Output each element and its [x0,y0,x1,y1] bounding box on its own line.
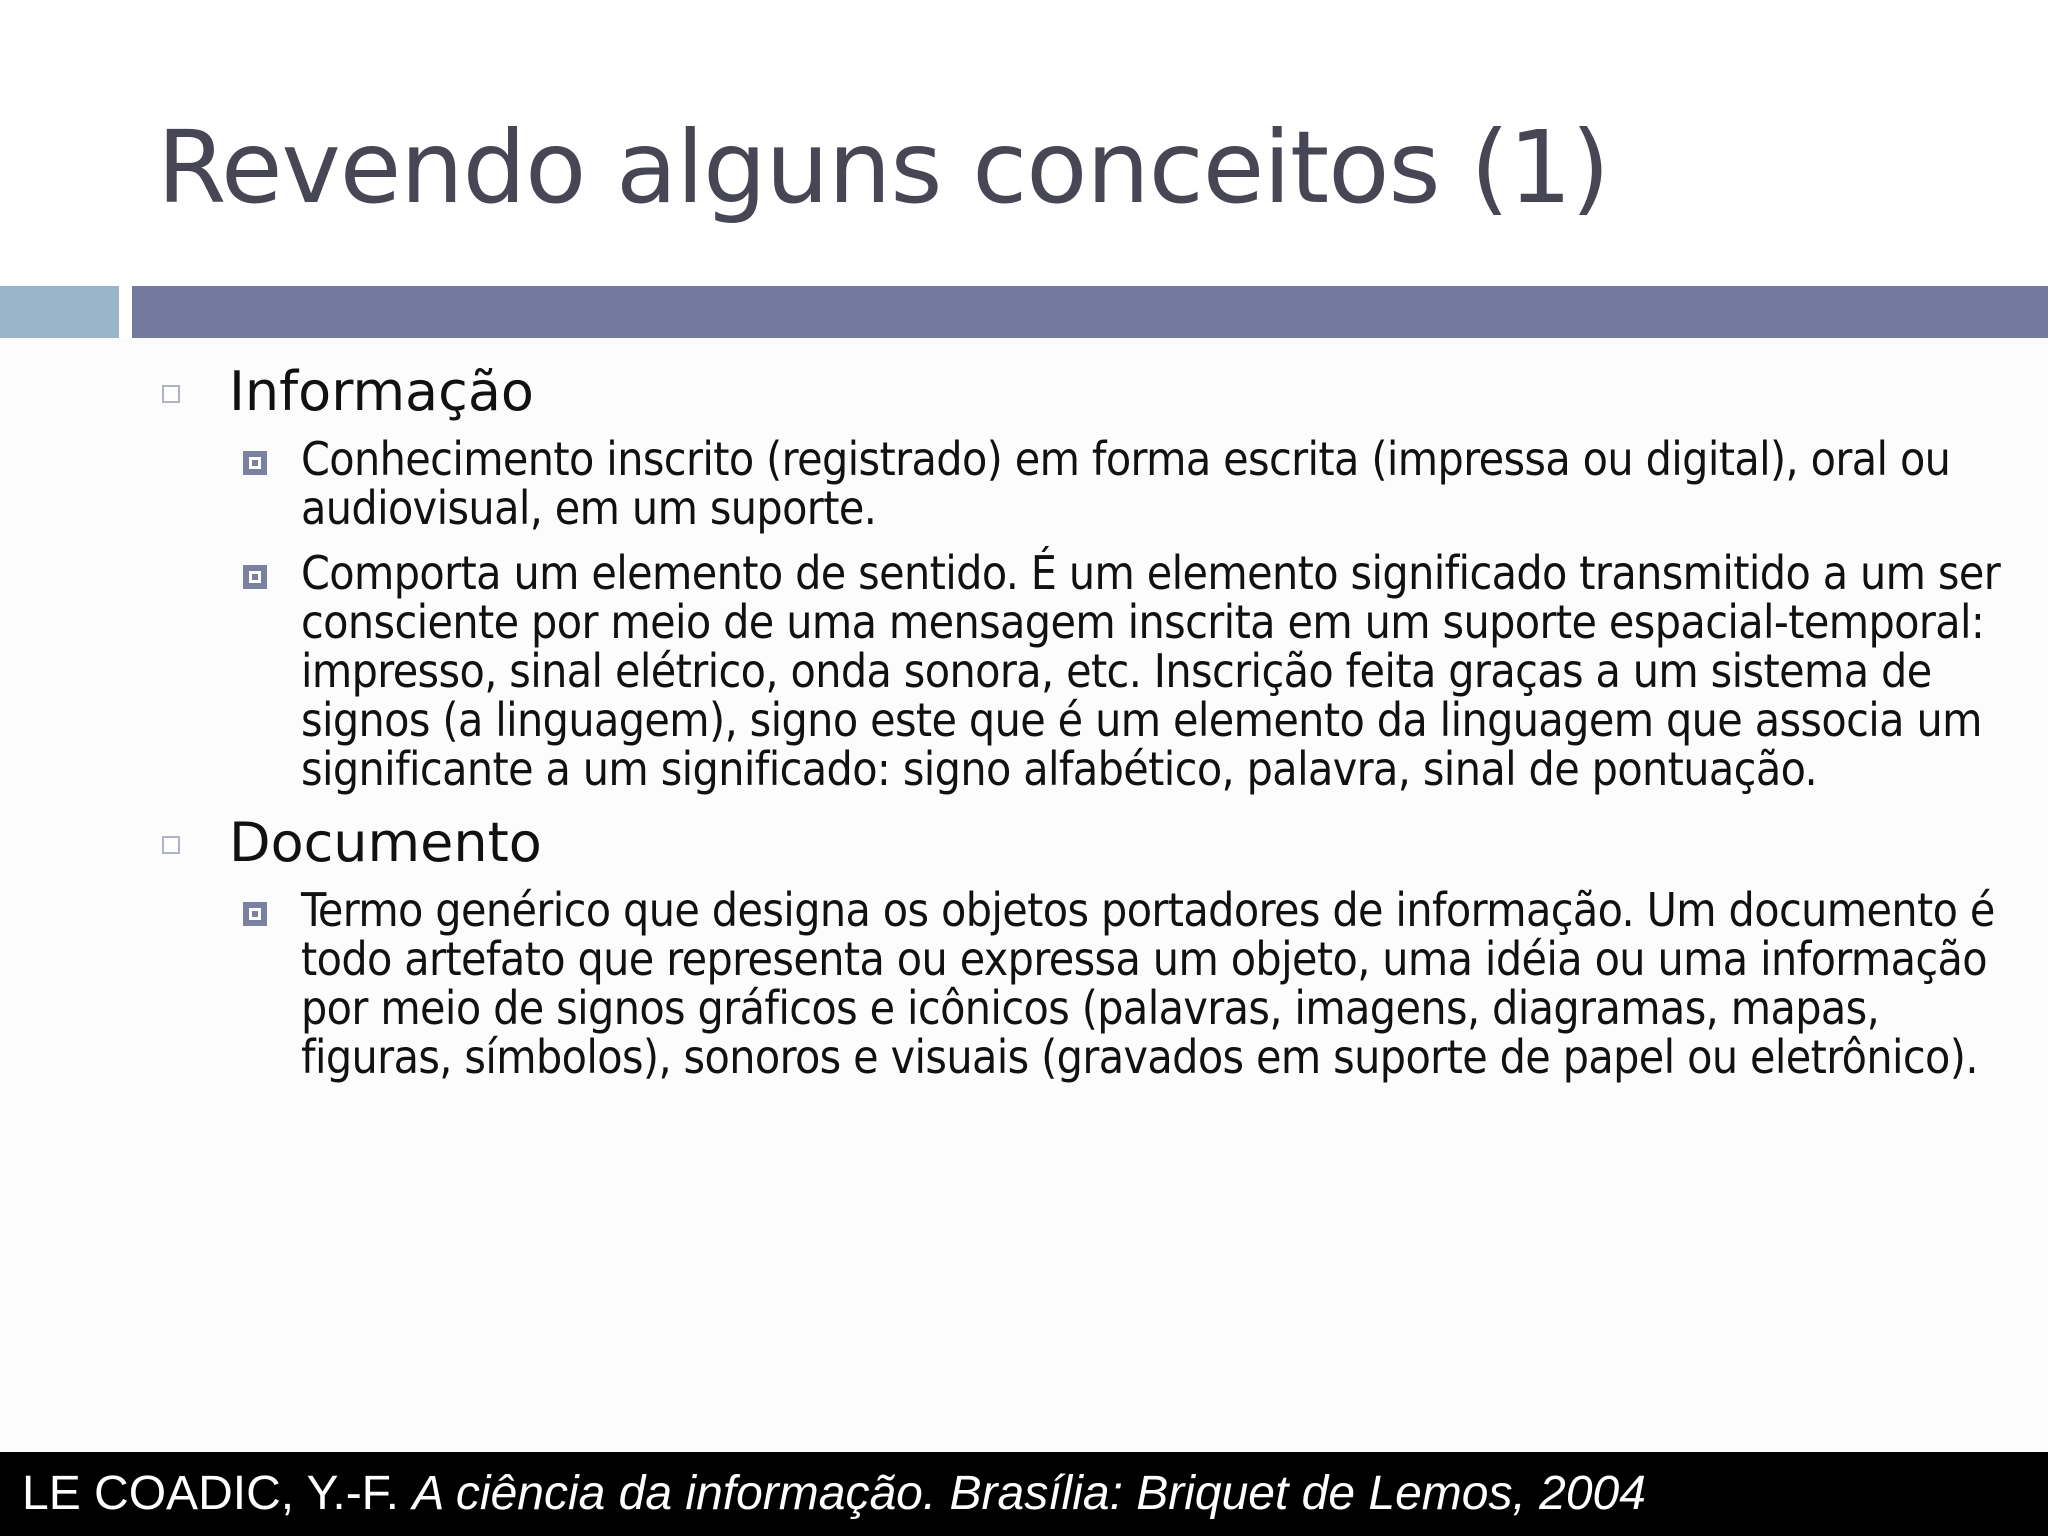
filled-square-bullet-icon [243,902,267,926]
slide-title: Revendo alguns conceitos (1) [157,109,1609,226]
sub-item [301,432,2001,535]
list-item-heading: Informação [229,360,534,423]
title-accent-bar [132,286,2048,338]
sub-item-text: Termo genérico que designa os objetos portadores de informação. Um documento é todo artefato que representa ou expressa um objeto, uma idéia ou uma informação por meio de signos gráficos e icônicos (palavras, imagens, diagramas, mapas, figuras, símbolos), sonoros e visuais (gravados em suporte de papel ou eletrônico). [301,883,1995,1084]
list-item-heading: Documento [229,811,542,874]
citation-footer [0,1452,2048,1536]
citation-reference: A ciência da informação. Brasília: Briquet de Lemos, 2004 [412,1467,1646,1520]
sub-item-text: Comporta um elemento de sentido. É um elemento significado transmitido a um ser consciente por meio de uma mensagem inscrita em um suporte espacial-temporal: impresso, sinal elétrico, onda sonora, etc. Inscrição feita graças a um sistema de signos (a linguagem), signo este que é um elemento da linguagem que associa um significante a um significado: signo alfabético, palavra, sinal de pontuação. [301,546,2001,796]
title-accent-bar-light [0,286,119,338]
filled-square-bullet-icon [243,451,267,475]
hollow-square-bullet-icon [162,836,180,854]
sub-item [301,883,2001,1084]
sub-item-text: Conhecimento inscrito (registrado) em forma escrita (impressa ou digital), oral ou audiovisual, em um suporte. [301,432,1951,535]
filled-square-bullet-icon [243,565,267,589]
citation [22,1452,1646,1536]
list-item-documento [157,806,1957,880]
sub-item [301,546,2001,796]
list-item-informacao [157,355,1957,429]
hollow-square-bullet-icon [162,385,180,403]
citation-author: LE COADIC, Y.-F. [22,1467,400,1520]
bullet-list [157,355,2001,1084]
